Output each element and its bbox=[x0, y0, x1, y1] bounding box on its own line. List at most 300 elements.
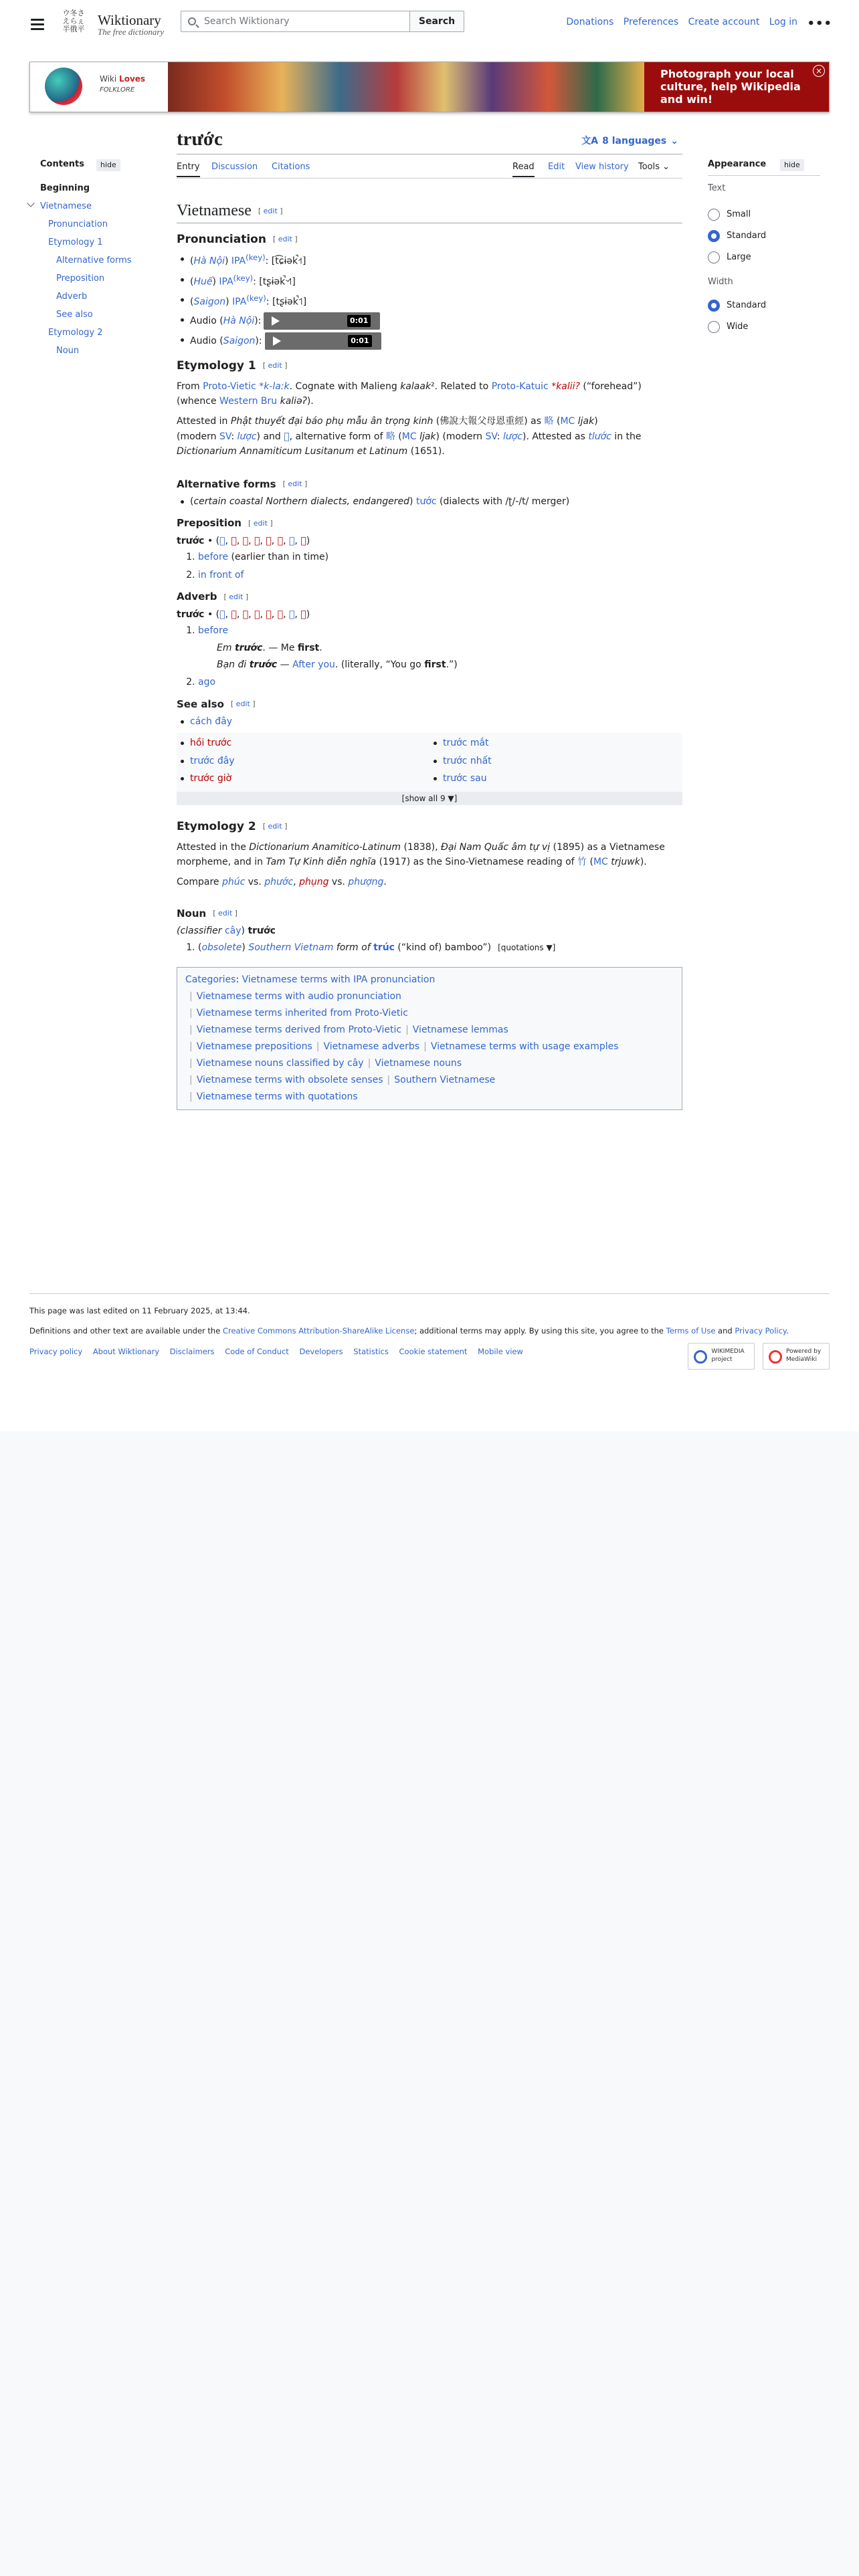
headword-bold: trước bbox=[234, 643, 263, 654]
audio-item: Audio (Hà Nội): 0:01 bbox=[179, 312, 682, 330]
toc-item-pronunciation[interactable]: Pronunciation bbox=[48, 219, 108, 229]
text-size-large-label[interactable]: Large bbox=[727, 252, 751, 262]
edit-section bbox=[283, 479, 308, 488]
region-link[interactable]: Huế bbox=[193, 276, 213, 288]
gloss: (“kind of) bamboo”) bbox=[394, 942, 492, 953]
ipa-link[interactable]: IPA bbox=[231, 256, 246, 267]
text: (1651). bbox=[407, 446, 445, 457]
text: (dialects with /ʈ/-/t/ merger) bbox=[436, 496, 570, 508]
source-title: Phật thuyết đại báo phụ mẫu ân trọng kinh bbox=[230, 416, 434, 427]
text: . bbox=[383, 877, 387, 888]
sino-vietnamese-link[interactable]: SV bbox=[485, 431, 497, 442]
han-form-link[interactable]: 𪲢 bbox=[242, 535, 249, 546]
term-link[interactable]: trước mắt bbox=[443, 738, 489, 749]
text: form of bbox=[333, 942, 374, 953]
region-link[interactable]: Hà Nội bbox=[193, 256, 225, 267]
term-link[interactable]: trúc bbox=[373, 942, 395, 953]
han-form-link[interactable]: 𨎟 bbox=[254, 609, 260, 620]
search-input[interactable] bbox=[204, 14, 425, 29]
classifier-link[interactable]: cây bbox=[224, 926, 242, 937]
han-form-link[interactable]: 𠓀 bbox=[266, 535, 272, 546]
text-size-small-label[interactable]: Small bbox=[727, 209, 751, 219]
edit-section bbox=[231, 700, 256, 708]
term-link[interactable]: phụng bbox=[299, 877, 329, 888]
edit-section bbox=[213, 909, 237, 918]
edit-link[interactable]: edit bbox=[218, 909, 233, 918]
toc-item-noun[interactable]: Noun bbox=[56, 346, 80, 356]
show-all-toggle[interactable]: [show all 9 ▼] bbox=[177, 792, 682, 805]
term-link[interactable]: cách đây bbox=[190, 716, 233, 728]
tab-edit[interactable]: Edit bbox=[548, 162, 565, 172]
sense-link[interactable]: before bbox=[198, 625, 229, 637]
headword-bold: first bbox=[424, 659, 446, 670]
tab-discussion[interactable]: Discussion bbox=[211, 162, 258, 172]
toc-item-etymology-1[interactable]: Etymology 1 bbox=[48, 237, 103, 247]
usage-example bbox=[217, 641, 682, 655]
page-tabs bbox=[177, 159, 682, 178]
tab-view-history[interactable]: View history bbox=[575, 162, 629, 172]
text: vs. bbox=[245, 877, 265, 888]
audio-label: Audio ( bbox=[190, 335, 223, 346]
text: ) and bbox=[256, 431, 284, 442]
han-form-link[interactable]: 𫥨 bbox=[277, 535, 284, 546]
footer-link-privacy[interactable]: Privacy policy bbox=[29, 1346, 83, 1356]
sense-list bbox=[198, 940, 682, 955]
ipa-link[interactable]: IPA bbox=[232, 296, 247, 308]
text-size-standard-label[interactable]: Standard bbox=[727, 231, 767, 241]
audio-label: Audio ( bbox=[190, 315, 223, 326]
toc-item-etymology-2[interactable]: Etymology 2 bbox=[48, 328, 103, 338]
tab-citations[interactable]: Citations bbox=[272, 162, 310, 172]
term-link[interactable]: trước đây bbox=[190, 755, 235, 766]
toc-item-alternative-forms[interactable]: Alternative forms bbox=[56, 255, 132, 265]
cognate-term: kalaak bbox=[400, 381, 432, 392]
heading-text: Adverb bbox=[177, 591, 217, 603]
text: vs. bbox=[328, 877, 349, 888]
play-icon[interactable] bbox=[272, 316, 280, 326]
see-also-list bbox=[179, 714, 682, 729]
text: ; additional terms may apply. By using this site, you agree to the bbox=[414, 1326, 666, 1336]
category-link[interactable]: Vietnamese prepositions bbox=[196, 1041, 312, 1053]
pronunciation-item: (Saigon) $IPA^{(key)}$: [tʂɨək̚˦˥] bbox=[179, 292, 682, 310]
ipa-value: : [tʂɨək̚˦˧˥] bbox=[253, 276, 296, 288]
category-link[interactable]: Vietnamese adverbs bbox=[323, 1041, 420, 1053]
text-size-small-radio[interactable] bbox=[708, 209, 720, 221]
separator: | bbox=[189, 1091, 193, 1103]
category-link[interactable]: Vietnamese terms with usage examples bbox=[430, 1041, 619, 1053]
text: ( bbox=[395, 431, 402, 442]
term-link[interactable]: After you bbox=[292, 659, 335, 670]
middle-chinese-link[interactable]: MC bbox=[560, 416, 575, 427]
section-heading-preposition bbox=[177, 516, 682, 531]
text: ) (modern bbox=[436, 431, 486, 442]
term-link[interactable]: phước bbox=[264, 877, 294, 888]
toc-item-beginning[interactable]: Beginning bbox=[40, 183, 90, 193]
term-link[interactable]: tước bbox=[415, 496, 437, 508]
compare-paragraph bbox=[177, 875, 682, 889]
category-link[interactable]: Vietnamese lemmas bbox=[412, 1025, 508, 1036]
section-heading-etymology-2 bbox=[177, 819, 682, 835]
heart-logo-icon bbox=[45, 68, 82, 105]
license-link[interactable]: Creative Commons Attribution-ShareAlike License bbox=[222, 1326, 415, 1336]
separator: | bbox=[189, 1008, 193, 1019]
term-link[interactable]: tlước bbox=[588, 431, 611, 442]
banner-photo-strip bbox=[168, 62, 644, 112]
page-title: trước bbox=[177, 128, 223, 150]
text: .”) bbox=[446, 659, 458, 670]
text: Attested in the bbox=[177, 841, 250, 853]
text: ( bbox=[553, 416, 561, 427]
text: . bbox=[319, 643, 322, 654]
audio-player[interactable] bbox=[264, 312, 380, 330]
term-link[interactable]: lược bbox=[237, 431, 257, 442]
text: . bbox=[786, 1326, 789, 1336]
etymology-paragraph bbox=[177, 840, 682, 870]
sense-link[interactable]: in front of bbox=[198, 569, 244, 580]
width-wide-label[interactable]: Wide bbox=[727, 322, 749, 332]
tools-menu[interactable] bbox=[638, 160, 670, 175]
tab-entry[interactable]: Entry bbox=[177, 160, 200, 177]
proto-katuic-link[interactable]: Proto-Katuic bbox=[491, 381, 549, 392]
separator: | bbox=[189, 1075, 193, 1086]
han-form-link[interactable]: 𠩀 bbox=[289, 609, 295, 620]
text: — bbox=[277, 659, 293, 670]
term-link[interactable]: hồi trước bbox=[190, 738, 232, 749]
categories-label-link[interactable]: Categories bbox=[185, 974, 236, 986]
text: : bbox=[496, 431, 503, 442]
text-size-standard-radio[interactable] bbox=[708, 230, 720, 242]
edit-link[interactable]: edit bbox=[288, 479, 302, 489]
category-link[interactable]: Vietnamese nouns bbox=[375, 1058, 462, 1069]
footer bbox=[29, 1293, 830, 1363]
wikimedia-badge[interactable] bbox=[688, 1343, 755, 1370]
category-link[interactable]: Vietnamese terms with obsolete senses bbox=[196, 1075, 383, 1086]
language-count: 8 languages bbox=[602, 136, 667, 146]
language-heading bbox=[177, 201, 682, 223]
edit-section bbox=[248, 519, 273, 528]
source-title: Đại Nam Quấc âm tự vị bbox=[440, 841, 551, 853]
headword-line bbox=[177, 924, 682, 938]
footer-badges bbox=[682, 1343, 830, 1370]
headword: trước bbox=[248, 926, 276, 937]
source-title: Dictionarium Anamitico-Latinum bbox=[249, 841, 401, 853]
language-button[interactable] bbox=[581, 134, 678, 148]
category-link[interactable]: Vietnamese terms with audio pronunciation bbox=[196, 991, 401, 1002]
label-link[interactable]: obsolete bbox=[201, 942, 242, 953]
reading: trjuwk bbox=[611, 857, 640, 868]
text: ) bbox=[241, 926, 248, 937]
reconstruction-link[interactable]: *kalii? bbox=[551, 381, 580, 392]
term-link[interactable]: trước giờ bbox=[190, 773, 232, 784]
login-link[interactable]: Log in bbox=[769, 17, 797, 27]
footer-link-statistics[interactable]: Statistics bbox=[353, 1346, 389, 1356]
toc-item-preposition[interactable]: Preposition bbox=[56, 274, 105, 284]
sense-link[interactable]: before bbox=[198, 552, 229, 563]
footer-link-developers[interactable]: Developers bbox=[299, 1346, 343, 1356]
han-link[interactable]: 竹 bbox=[577, 857, 587, 868]
cognate-term: kaliəʔ bbox=[280, 396, 307, 407]
category-link[interactable]: Vietnamese terms with IPA pronunciation bbox=[242, 974, 436, 986]
chevron-down-icon[interactable] bbox=[27, 199, 34, 207]
mediawiki-badge[interactable] bbox=[763, 1343, 830, 1370]
text: , bbox=[293, 877, 300, 888]
text: , alternative form of bbox=[289, 431, 386, 442]
edit-link[interactable]: edit bbox=[229, 592, 244, 601]
campaign-banner[interactable] bbox=[29, 62, 830, 112]
search-icon bbox=[188, 17, 196, 25]
text: Em bbox=[217, 643, 235, 654]
text: ) bbox=[594, 416, 598, 427]
site-logo[interactable] bbox=[56, 5, 190, 43]
width-standard-label[interactable]: Standard bbox=[727, 300, 767, 310]
section-heading-adverb bbox=[177, 589, 682, 605]
text: ). bbox=[640, 857, 647, 868]
width-label: Width bbox=[708, 277, 733, 287]
list-item: (certain coastal Northern dialects, endangered) tước (dialects with /ʈ/-/t/ merger) bbox=[179, 494, 682, 509]
column-right bbox=[432, 736, 682, 788]
headword-bold: first bbox=[297, 643, 320, 654]
pronunciation-item: (Hà Nội) $IPA^{(key)}$: [t͡ɕɨək̚˧˦] bbox=[179, 251, 682, 269]
heading-text: Vietnamese bbox=[177, 202, 252, 219]
edit-link[interactable]: edit bbox=[235, 700, 250, 709]
text: (1917) as the Sino-Vietnamese reading of bbox=[376, 857, 578, 868]
han-form-link[interactable]: 𫥨 bbox=[277, 609, 284, 620]
ipa-value: : [t͡ɕɨək̚˧˦] bbox=[265, 256, 306, 267]
preferences-link[interactable]: Preferences bbox=[623, 17, 679, 27]
edit-section bbox=[273, 235, 298, 243]
heading-text: Noun bbox=[177, 907, 207, 920]
list-item bbox=[432, 771, 682, 786]
create-account-link[interactable]: Create account bbox=[688, 17, 760, 27]
toc-hide-button[interactable]: hide bbox=[96, 159, 120, 171]
divider bbox=[708, 175, 820, 176]
term-link[interactable]: trước nhất bbox=[443, 755, 492, 766]
categories-box: Categories: Vietnamese terms with IPA pronunciation | Vietnamese terms with audio pronunciation | Vietnamese terms inherited from Proto-Vietic | Vietnamese terms derived from Proto-Vietic | Vietnamese lemmas | Vietnamese prepositions | Vietnamese adverbs | Vietnamese terms with usage examples | Vietnamese nouns classified by cây | Vietnamese nouns | Vietnamese terms with obsolete senses | Southern Vietnamese | Vietnamese terms with quotations bbox=[177, 967, 682, 1110]
western-bru-link[interactable]: Western Bru bbox=[219, 396, 278, 407]
section-heading-pronunciation bbox=[177, 231, 682, 247]
edit-link[interactable]: edit bbox=[253, 518, 268, 528]
edit-link[interactable]: edit bbox=[268, 360, 282, 370]
toc-item-see-also[interactable]: See also bbox=[56, 310, 93, 320]
sense-link[interactable]: ago bbox=[198, 677, 216, 688]
terms-link[interactable]: Terms of Use bbox=[666, 1326, 716, 1336]
sense bbox=[198, 623, 682, 672]
han-form-link[interactable]: 𠓀 bbox=[266, 609, 272, 620]
audio-item: Audio (Saigon): 0:01 bbox=[179, 332, 682, 350]
han-link[interactable]: 略 bbox=[544, 416, 554, 427]
han-form-link[interactable]: 𨎟 bbox=[254, 535, 260, 546]
tab-read[interactable]: Read bbox=[512, 160, 535, 177]
separator: | bbox=[367, 1058, 371, 1069]
ipa-key-link[interactable]: (key) bbox=[233, 273, 254, 283]
list-item bbox=[432, 736, 682, 750]
term-link[interactable]: phượng bbox=[348, 877, 384, 888]
separator: | bbox=[189, 1025, 193, 1036]
footer-link-code-of-conduct[interactable]: Code of Conduct bbox=[225, 1346, 289, 1356]
edit-section bbox=[263, 361, 288, 370]
audio-duration: 0:01 bbox=[348, 335, 371, 347]
footer-link-disclaimers[interactable]: Disclaimers bbox=[169, 1346, 215, 1356]
chevron-down-icon: ⌄ bbox=[662, 162, 670, 172]
headword-bold: trước bbox=[249, 659, 278, 670]
region-link[interactable]: Saigon bbox=[223, 335, 256, 346]
last-edited: This page was last edited on 11 February 2025, at 13:44. bbox=[29, 1306, 250, 1315]
middle-chinese-link[interactable]: MC bbox=[593, 857, 608, 868]
audio-player[interactable] bbox=[265, 332, 381, 350]
text-size-large-radio[interactable] bbox=[708, 251, 720, 263]
separator: | bbox=[405, 1025, 409, 1036]
han-form-link[interactable]: 𬨠 bbox=[300, 535, 306, 546]
headword: trước bbox=[177, 609, 205, 620]
footer-link-cookie-statement[interactable]: Cookie statement bbox=[399, 1346, 468, 1356]
han-form-link[interactable]: 𠩀 bbox=[289, 535, 295, 546]
edit-section bbox=[263, 822, 288, 831]
text: ( bbox=[587, 857, 593, 868]
edit-link[interactable]: edit bbox=[268, 821, 282, 831]
term-link[interactable]: lược bbox=[502, 431, 522, 442]
category-link[interactable]: Vietnamese terms with quotations bbox=[196, 1091, 358, 1103]
headword: trước bbox=[177, 535, 205, 546]
text: and bbox=[715, 1326, 735, 1336]
edit-section bbox=[223, 593, 248, 601]
badge-text: Powered by MediaWiki bbox=[786, 1348, 822, 1363]
separator: | bbox=[189, 991, 193, 1002]
edit-link[interactable]: edit bbox=[278, 235, 292, 244]
pronunciation-list bbox=[179, 251, 682, 349]
site-name: Wiktionary bbox=[98, 12, 161, 28]
heading-text: Preposition bbox=[177, 517, 242, 530]
text: (1895) as a Vietnamese morpheme, and in bbox=[177, 841, 665, 868]
ipa-key-link[interactable]: (key) bbox=[246, 253, 266, 263]
main-content bbox=[177, 201, 682, 1110]
column-left bbox=[179, 736, 430, 788]
middle-chinese-link[interactable]: MC bbox=[401, 431, 417, 442]
footer-link-mobile-view[interactable]: Mobile view bbox=[478, 1346, 523, 1356]
text: . — Me bbox=[262, 643, 298, 654]
play-icon[interactable] bbox=[273, 336, 281, 346]
section-heading-etymology-1 bbox=[177, 358, 682, 374]
banner-logo-text: Wiki bbox=[100, 74, 117, 84]
sino-vietnamese-link[interactable]: SV bbox=[219, 431, 231, 442]
badge-text: WIKIMEDIA project bbox=[711, 1348, 745, 1363]
text: ². Related to bbox=[431, 381, 492, 392]
han-form-link[interactable]: 𠸗 bbox=[219, 535, 225, 546]
category-link[interactable]: Vietnamese terms inherited from Proto-Vietic bbox=[196, 1008, 409, 1019]
ipa-key-link[interactable]: (key) bbox=[246, 293, 266, 303]
text: : bbox=[231, 431, 237, 442]
text: Attested in bbox=[177, 416, 231, 427]
donations-link[interactable]: Donations bbox=[566, 17, 614, 27]
close-icon[interactable]: × bbox=[813, 65, 825, 77]
text: Compare bbox=[177, 877, 222, 888]
text: • bbox=[207, 609, 213, 620]
see-also-columns bbox=[177, 733, 682, 804]
text-size-label: Text bbox=[708, 183, 726, 193]
han-form-link[interactable]: 𬨠 bbox=[300, 609, 306, 620]
appearance-heading: Appearance bbox=[708, 159, 767, 169]
section-heading-see-also bbox=[177, 697, 682, 712]
sense-list bbox=[198, 550, 682, 582]
search-box bbox=[181, 11, 464, 32]
heading-text: Pronunciation bbox=[177, 233, 266, 247]
han-link[interactable]: 𠸗 bbox=[284, 431, 290, 442]
region-link[interactable]: Hà Nội bbox=[223, 315, 255, 326]
proto-vietic-link[interactable]: Proto-Vietic bbox=[203, 381, 256, 392]
reconstruction-link[interactable]: *k-laːk bbox=[259, 381, 290, 392]
sense bbox=[198, 568, 682, 582]
translate-icon: 文A bbox=[581, 136, 599, 146]
label-link[interactable]: Southern Vietnam bbox=[248, 942, 334, 953]
text: (1838), bbox=[401, 841, 441, 853]
banner-logo-text-loves: Loves bbox=[119, 74, 146, 84]
category-link[interactable]: Southern Vietnamese bbox=[394, 1075, 496, 1086]
text: (佛說大報父母恩重經) as bbox=[433, 416, 545, 427]
privacy-link[interactable]: Privacy Policy bbox=[735, 1326, 787, 1336]
qualifier: certain coastal Northern dialects, endangered bbox=[193, 496, 410, 508]
han-form-link[interactable]: 𫏾 bbox=[231, 535, 237, 546]
text: in the bbox=[611, 431, 642, 442]
appearance-hide-button[interactable]: hide bbox=[780, 159, 804, 171]
section-heading-noun bbox=[177, 906, 682, 922]
category-link[interactable]: Vietnamese terms derived from Proto-Vietic bbox=[196, 1025, 402, 1036]
divider bbox=[177, 178, 682, 179]
headword-line: trước • (𠸗, 𫏾, 𪲢, 𨎟, 𠓀, 𫥨, 𠩀, 𬨠) bbox=[177, 535, 310, 546]
banner-logo bbox=[30, 62, 168, 112]
tools-label: Tools bbox=[638, 162, 660, 172]
toc-item-vietnamese[interactable]: Vietnamese bbox=[40, 201, 92, 211]
main-menu-button[interactable] bbox=[27, 13, 48, 35]
edit-link[interactable]: edit bbox=[263, 207, 278, 216]
search-button[interactable]: Search bbox=[409, 11, 464, 32]
term-link[interactable]: trước sau bbox=[443, 773, 487, 784]
width-standard-radio[interactable] bbox=[708, 300, 720, 312]
banner-message[interactable]: Photograph your local culture, help Wikipedia and win! bbox=[644, 62, 829, 112]
alternative-forms-list bbox=[179, 494, 682, 509]
quotations-toggle[interactable]: [quotations ▼] bbox=[498, 942, 556, 952]
ipa-link[interactable]: IPA bbox=[219, 276, 233, 288]
term-link[interactable]: phúc bbox=[221, 877, 246, 888]
text: (classifier bbox=[177, 926, 225, 937]
chevron-down-icon: ⌄ bbox=[670, 136, 678, 146]
source-title: Dictionarium Annamiticum Lusitanum et Latinum bbox=[177, 446, 408, 457]
han-link[interactable]: 略 bbox=[385, 431, 395, 442]
separator: | bbox=[316, 1041, 320, 1053]
separator: | bbox=[387, 1075, 391, 1086]
width-wide-radio[interactable] bbox=[708, 321, 720, 333]
han-form-link[interactable]: 𠸗 bbox=[219, 609, 225, 620]
heading-text: Etymology 1 bbox=[177, 358, 256, 372]
headword-line: trước • (𠸗, 𫏾, 𪲢, 𨎟, 𠓀, 𫥨, 𠩀, 𬨠) bbox=[177, 609, 310, 620]
text: . (literally, “You go bbox=[335, 659, 425, 670]
list-item bbox=[179, 736, 430, 750]
han-form-link[interactable]: 𪲢 bbox=[242, 609, 249, 620]
toc-item-adverb[interactable]: Adverb bbox=[56, 292, 88, 302]
banner-logo-subtext: FOLKLORE bbox=[100, 86, 135, 94]
region-link[interactable]: Saigon bbox=[193, 296, 226, 308]
text: ). bbox=[306, 396, 314, 407]
source-title: Tam Tự Kinh diễn nghĩa bbox=[266, 857, 377, 868]
han-form-link[interactable]: 𫏾 bbox=[231, 609, 237, 620]
text: (modern bbox=[177, 431, 219, 442]
reading: ljak bbox=[419, 431, 436, 442]
more-options-icon[interactable]: ••• bbox=[807, 17, 832, 31]
site-tagline: The free dictionary bbox=[98, 27, 165, 37]
category-link[interactable]: Vietnamese nouns classified by cây bbox=[196, 1058, 364, 1069]
text: (“forehead”) (whence bbox=[177, 381, 642, 407]
heading-text: Etymology 2 bbox=[177, 819, 256, 833]
text: ). Attested as bbox=[522, 431, 589, 442]
footer-link-about[interactable]: About Wiktionary bbox=[92, 1346, 160, 1356]
